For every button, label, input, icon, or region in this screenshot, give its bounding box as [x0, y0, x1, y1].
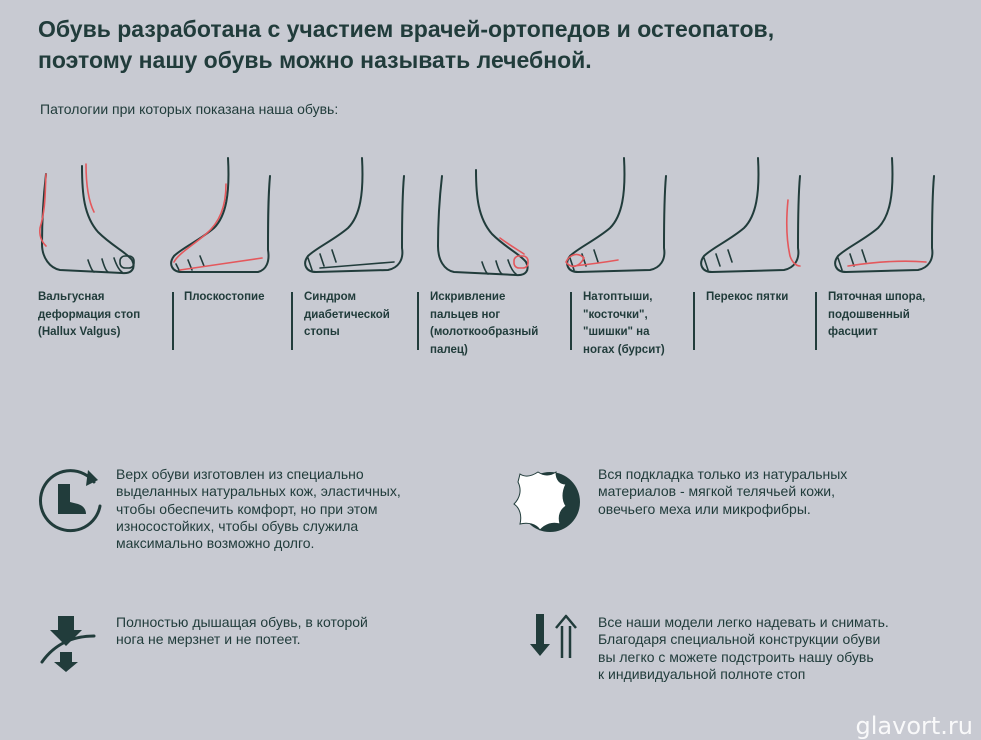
divider [570, 292, 572, 350]
up-down-arrows-icon [528, 612, 578, 665]
flat-foot-icon [166, 154, 278, 278]
heel-tilt-foot-icon [696, 154, 808, 278]
watermark: glavort.ru [855, 712, 973, 740]
page-title [38, 14, 958, 76]
feature-text-breathable: Полностью дышащая обувь, в которой нога не мерзнет и не потеет. [116, 614, 368, 648]
heel-spur-foot-icon [830, 154, 942, 278]
hammer-toe-foot-icon [432, 166, 536, 280]
bunion-foot-icon [562, 154, 674, 278]
boot-rotate-icon [36, 466, 106, 541]
diabetic-foot-icon [300, 154, 412, 278]
pathology-label-hallux-valgus: Вальгусная деформация стоп (Hallux Valgus) [38, 291, 141, 338]
pathology-label-heel-spur: Пяточная шпора, подошвенный фасциит [828, 291, 926, 338]
divider [693, 292, 695, 350]
pathology-label-flat-foot: Плоскостопие [184, 291, 265, 303]
title-line-2: поэтому нашу обувь можно называть лечебной. [38, 47, 592, 73]
pathology-label-heel-tilt: Перекос пятки [706, 291, 789, 303]
divider [172, 292, 174, 350]
pathology-label-bunion: Натоптыши, "косточки", "шишки" на ногах (бурсит) [583, 291, 665, 356]
title-line-1: Обувь разработана с участием врачей-ортопедов и остеопатов, [38, 16, 775, 42]
feature-text-upper-leather: Верх обуви изготовлен из специально выделанных натуральных кож, эластичных, чтобы обеспечить комфорт, но при этом износостойких, чтобы обувь служила максимально возможно долго. [116, 466, 401, 552]
pathology-label-diabetic-foot: Синдром диабетической стопы [304, 291, 390, 338]
divider [417, 292, 419, 350]
divider [815, 292, 817, 350]
divider [291, 292, 293, 350]
pathology-label-hammer-toe: Искривление пальцев ног (молоткообразный палец) [430, 291, 539, 356]
breathable-arrows-icon [38, 612, 100, 679]
feature-text-lining: Вся подкладка только из натуральных материалов - мягкой телячьей кожи, овечьего меха или микрофибры. [598, 466, 848, 517]
hallux-valgus-foot-icon [36, 160, 140, 278]
feature-text-easy-wear: Все наши модели легко надевать и снимать. Благодаря специальной конструкции обуви вы легко с можете подстроить нашу обувь к индивидуальной полноте стоп [598, 614, 889, 682]
leather-hide-icon [510, 466, 582, 541]
pathologies-subtitle: Патологии при которых показана наша обувь: [40, 101, 339, 117]
